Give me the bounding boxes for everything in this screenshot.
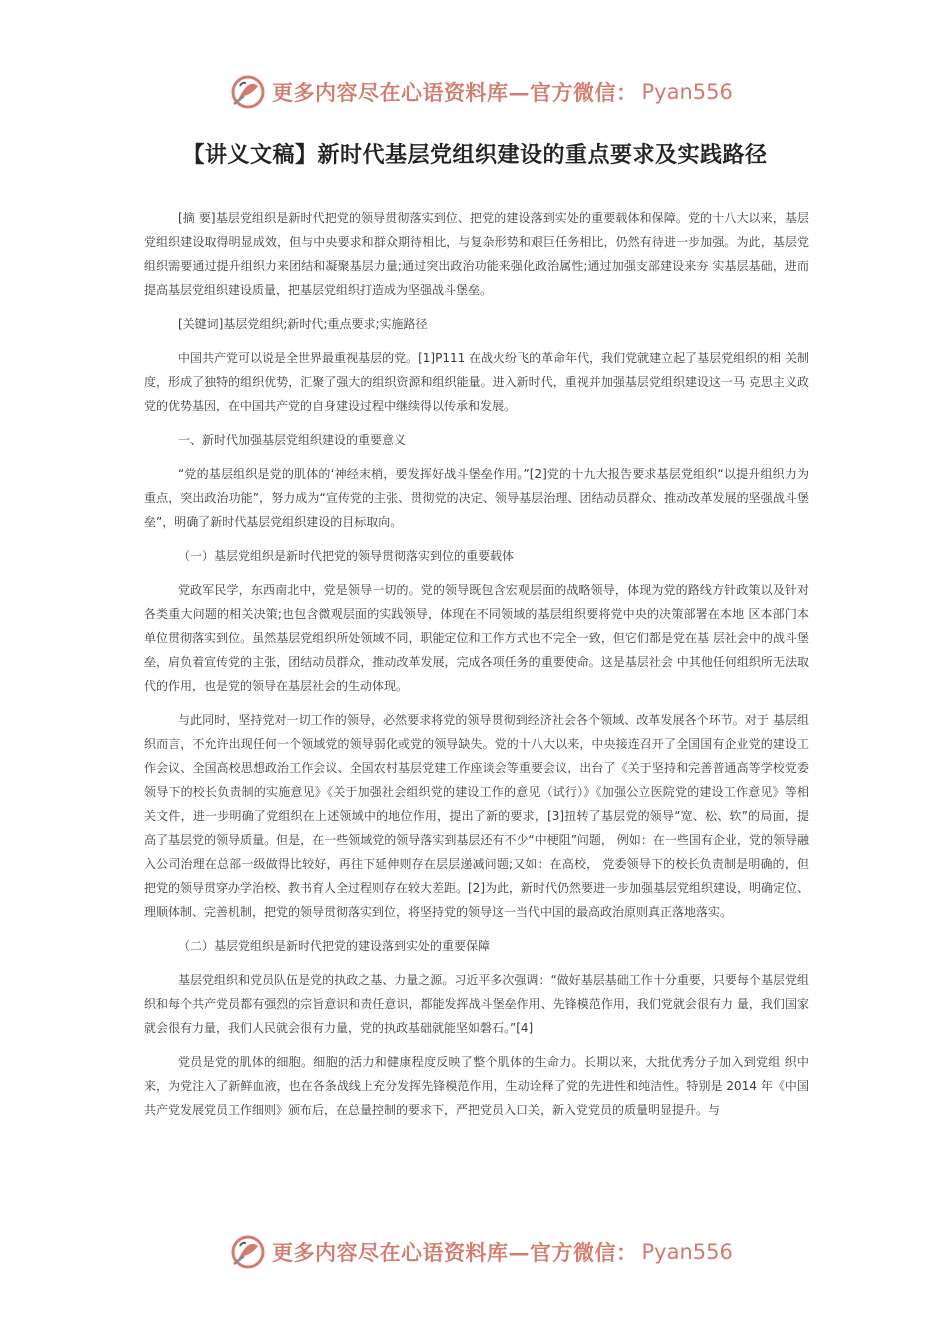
body-paragraph: 基层党组织和党员队伍是党的执政之基、力量之源。习近平多次强调：“做好基层基础工作十分重要，只要每个基层党组织和每个共产党员都有强烈的宗旨意识和责任意识，都能发挥战斗堡垒作用、先锋模范作用，我们党就会很有力 量，我们国家就会很有力量，我们人民就会很有力量，党的执政基础就能坚如磐石。”[4] (144, 973, 809, 1035)
body-paragraph: 党员是党的肌体的细胞。细胞的活力和健康程度反映了整个肌体的生命力。长期以来，大批优秀分子加入到党组 织中来，为党注入了新鲜血液，也在各条战线上充分发挥先锋模范作用，生动诠释了党的先进性和纯洁性。特别是 2014 年《中国共产党发展党员工作细则》颁布后，在总量控制的要求下，严把党员入口关，新入党党员的质量明显提升。与 (144, 1055, 809, 1117)
document-body (144, 206, 809, 1132)
document-title: 【讲义文稿】新时代基层党组织建设的重点要求及实践路径 (182, 143, 768, 168)
section-heading: 一、新时代加强基层党组织建设的重要意义 (178, 433, 407, 447)
logo-icon (230, 1234, 266, 1270)
keywords-paragraph: [关键词]基层党组织;新时代;重点要求;实施路径 (178, 317, 428, 331)
logo-icon (230, 74, 266, 110)
abstract-paragraph: [摘 要]基层党组织是新时代把党的领导贯彻落实到位、把党的建设落到实处的重要载体和保障。党的十八大以来，基层党组织建设取得明显成效，但与中央要求和群众期待相比，与复杂形势和艰巨任务相比，仍然有待进一步加强。为此，基层党组织需要通过提升组织力来团结和凝聚基层力量;通过突出政治功能来强化政治属性;通过加强支部建设来夯 实基层基础，进而提高基层党组织建设质量，把基层党组织打造成为坚强战斗堡垒。 (144, 211, 809, 297)
footer-banner (230, 1232, 750, 1272)
banner-text: 更多内容尽在心语资料库—官方微信： (272, 80, 638, 105)
header-banner (230, 72, 750, 112)
subsection-heading: （一）基层党组织是新时代把党的领导贯彻落实到位的重要载体 (178, 549, 515, 563)
banner-wechat-id: Pyan556 (641, 1240, 733, 1264)
subsection-heading: （二）基层党组织是新时代把党的建设落到实处的重要保障 (178, 939, 491, 953)
banner-wechat-id: Pyan556 (641, 80, 733, 104)
body-paragraph: 与此同时，坚持党对一切工作的领导，必然要求将党的领导贯彻到经济社会各个领域、改革发展各个环节。对于 基层组织而言，不允许出现任何一个领域党的领导弱化或党的领导缺失。党的十八大以来，中央接连召开了全国国有企业党的建设工作会议、全国高校思想政治工作会议、全国农村基层党建工作座谈会等重要会议，出台了《关于坚持和完善普通高等学校党委领导下的校长负责制的实施意见》《关于加强社会组织党的建设工作的意见（试行）》《加强公立医院党的建设工作意见》等相关文件，进一步明确了党组织在上述领域中的地位作用，提出了新的要求，[3]扭转了基层党的领导“宽、松、软”的局面，提高了基层党的领导质量。但是，在一些领域党的领导落实到基层还有不少“中梗阻”问题， 例如：在一些国有企业，党的领导融入公司治理在总部一级做得比较好，再往下延伸则存在层层递减问题;又如：在高校， 党委领导下的校长负责制是明确的，但把党的领导贯穿办学治校、教书育人全过程则存在较大差距。[2]为此，新时代仍然要进一步加强基层党组织建设，明确定位、理顺体制、完善机制，把党的领导贯彻落实到位，将坚持党的领导这一当代中国的最高政治原则真正落地落实。 (144, 713, 810, 919)
banner-text: 更多内容尽在心语资料库—官方微信： (272, 1240, 638, 1265)
body-paragraph: “党的基层组织是党的肌体的‘神经末梢，要发挥好战斗堡垒作用。”[2]党的十九大报告要求基层党组织“以提升组织力为重点，突出政治功能”，努力成为“宣传党的主张、贯彻党的决定、领导基层治理、团结动员群众、推动改革发展的坚强战斗堡垒”，明确了新时代基层党组织建设的目标取向。 (144, 467, 809, 529)
body-paragraph: 中国共产党可以说是全世界最重视基层的党。[1]P111 在战火纷飞的革命年代，我们党就建立起了基层党组织的相 关制度，形成了独特的组织优势，汇聚了强大的组织资源和组织能量。进入新时代，重视并加强基层党组织建设这一马 克思主义政党的优势基因，在中国共产党的自身建设过程中继续得以传承和发展。 (144, 351, 809, 413)
body-paragraph: 党政军民学，东西南北中，党是领导一切的。党的领导既包含宏观层面的战略领导，体现为党的路线方针政策以及针对各类重大问题的相关决策;也包含微观层面的实践领导，体现在不同领域的基层组织要将党中央的决策部署在本地 区本部门本单位贯彻落实到位。虽然基层党组织所处领域不同，职能定位和工作方式也不完全一致，但它们都是党在基 层社会中的战斗堡垒，肩负着宣传党的主张，团结动员群众，推动改革发展，完成各项任务的重要使命。这是基层社会 中其他任何组织所无法取代的作用，也是党的领导在基层社会的生动体现。 (144, 583, 809, 693)
